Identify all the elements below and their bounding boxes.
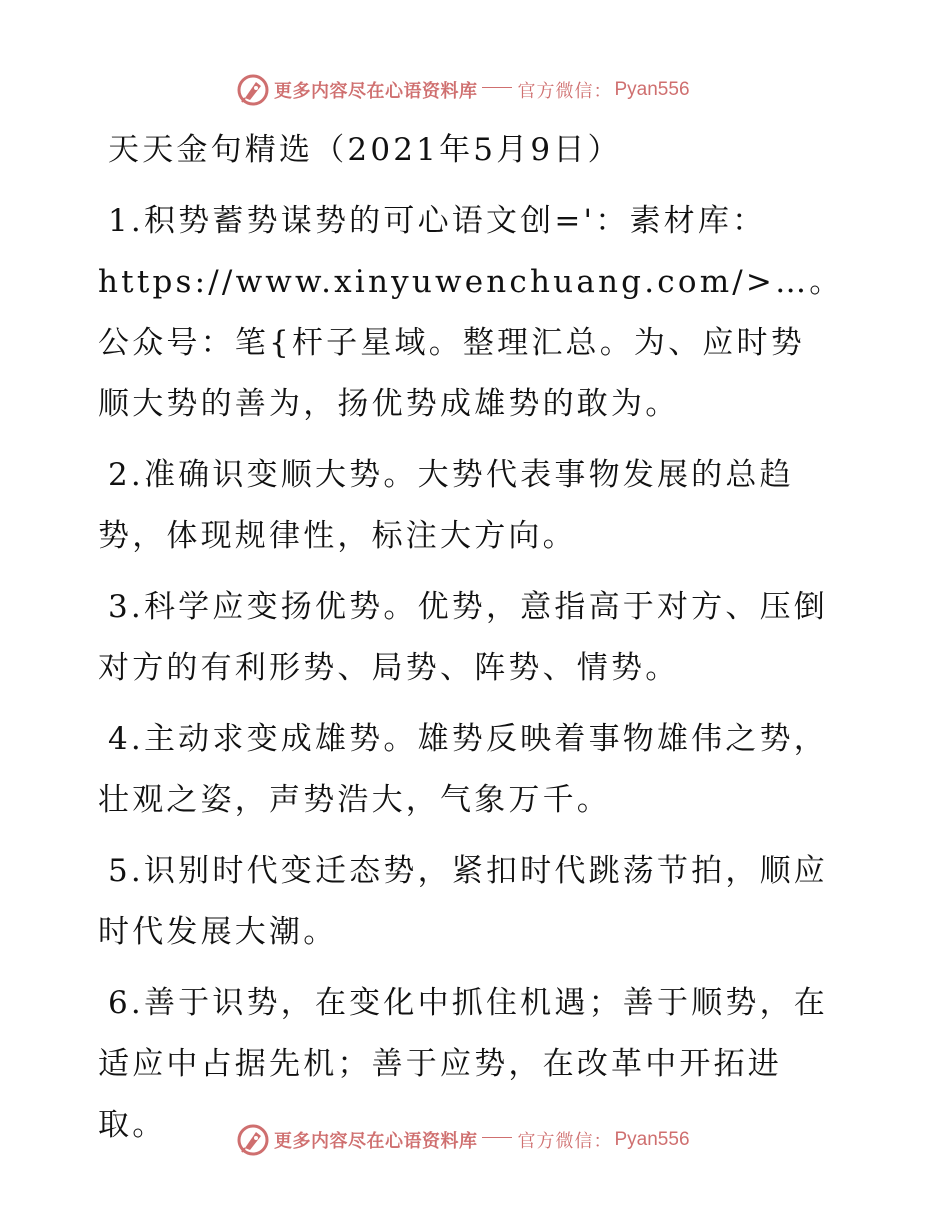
header-watermark	[236, 70, 690, 110]
watermark-account-label: 官方微信：	[517, 1131, 613, 1152]
watermark-text: 更多内容尽在心语资料库	[274, 81, 478, 102]
item-text: 准确识变顺大势。大势代表事物发展的总趋势，体现规律性，标注大方向。	[98, 457, 794, 554]
item-number: 4.	[108, 721, 144, 757]
watermark-text: 更多内容尽在心语资料库	[274, 1131, 478, 1152]
watermark-account-id: Pyan556	[614, 79, 690, 100]
document-title: 天天金句精选（2021年5月9日）	[108, 132, 622, 168]
item-number: 3.	[108, 589, 144, 625]
watermark-account-label: 官方微信：	[517, 81, 613, 102]
list-item	[98, 445, 838, 567]
list-item	[98, 577, 838, 699]
watermark-dash	[482, 1137, 512, 1138]
pen-nib-circle-icon	[236, 73, 270, 107]
document-body	[98, 120, 844, 1166]
list-item	[98, 709, 838, 831]
item-text: 善于识势，在变化中抓住机遇；善于顺势，在适应中占据先机；善于应势，在改革中开拓进取。	[98, 985, 828, 1143]
watermark-dash	[482, 87, 512, 88]
watermark-account-id: Pyan556	[614, 1129, 690, 1150]
item-text: 主动求变成雄势。雄势反映着事物雄伟之势，壮观之姿，声势浩大，气象万千。	[98, 721, 828, 818]
footer-watermark	[236, 1120, 690, 1160]
pen-nib-circle-icon	[236, 1123, 270, 1157]
item-number: 1.	[108, 203, 144, 239]
item-text: 积势蓄势谋势的可心语文创='：素材库：https://www.xinyuwenchuang.com/>…。公众号：笔{杆子星域。整理汇总。为、应时势顺大势的善为，扬优势成雄势的敢为。	[98, 203, 844, 422]
list-item	[98, 191, 844, 435]
item-number: 5.	[108, 853, 144, 889]
item-text: 科学应变扬优势。优势，意指高于对方、压倒对方的有利形势、局势、阵势、情势。	[98, 589, 828, 686]
item-number: 6.	[108, 985, 144, 1021]
item-number: 2.	[108, 457, 144, 493]
item-text: 识别时代变迁态势，紧扣时代跳荡节拍，顺应时代发展大潮。	[98, 853, 828, 950]
list-item	[98, 841, 838, 963]
